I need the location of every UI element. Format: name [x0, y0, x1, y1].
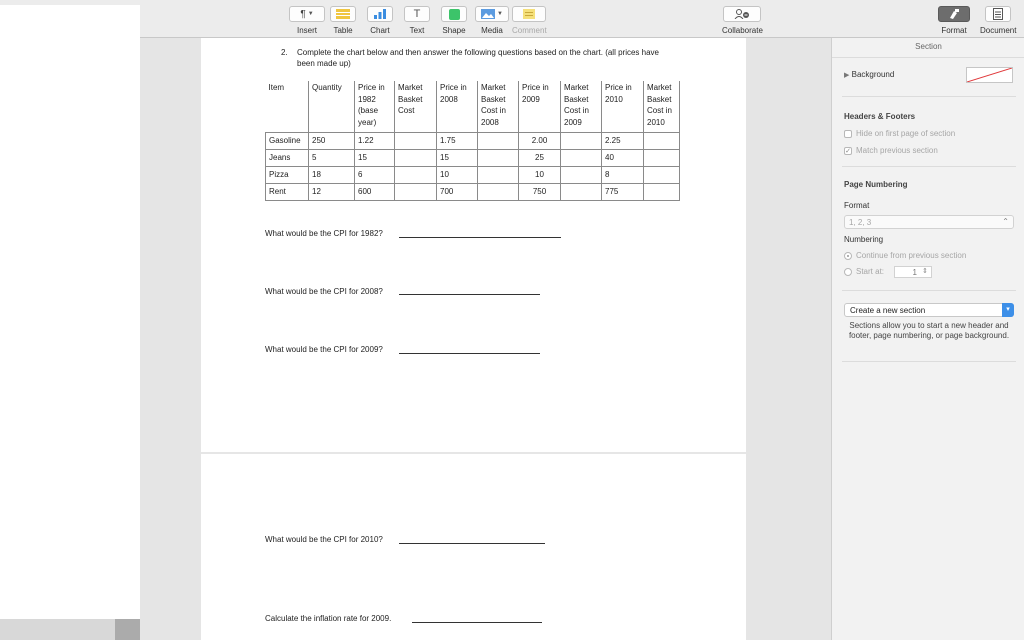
comment-tool[interactable] [512, 6, 547, 35]
toolbar [0, 0, 1024, 38]
table-tool[interactable] [330, 6, 356, 35]
chart-icon [373, 9, 387, 19]
shape-tool[interactable] [441, 6, 467, 35]
radio-icon [844, 268, 852, 276]
collaborate-icon [734, 9, 750, 19]
checkbox-icon [844, 130, 852, 138]
table-cell[interactable]: Gasoline [266, 132, 309, 149]
question-cpi-1982: What would be the CPI for 1982? [265, 229, 383, 238]
stepper-arrows-icon[interactable]: ⇕ [922, 268, 928, 275]
table-cell[interactable]: 600 [355, 183, 395, 200]
no-fill-icon [967, 68, 1012, 82]
answer-line[interactable] [399, 237, 561, 238]
table-row [266, 183, 680, 200]
background-color-well[interactable] [966, 67, 1013, 83]
table-cell[interactable]: 2.25 [602, 132, 644, 149]
header-cell[interactable]: Market Basket Cost in 2008 [478, 81, 519, 132]
format-label: Format [941, 26, 967, 35]
table-cell[interactable]: 25 [519, 149, 561, 166]
header-cell[interactable]: Quantity [309, 81, 355, 132]
shape-label: Shape [442, 26, 466, 35]
media-tool[interactable] [475, 6, 509, 35]
document-label: Document [980, 26, 1017, 35]
headers-footers-heading: Headers & Footers [844, 112, 916, 121]
table-cell[interactable]: Pizza [266, 166, 309, 183]
table-cell[interactable] [644, 183, 680, 200]
table-cell[interactable]: 250 [309, 132, 355, 149]
table-label: Table [333, 26, 353, 35]
table-row [266, 166, 680, 183]
table-cell[interactable] [644, 166, 680, 183]
question-cpi-2008: What would be the CPI for 2008? [265, 287, 383, 296]
text-label: Text [409, 26, 425, 35]
chart-label: Chart [370, 26, 390, 35]
table-cell[interactable] [395, 132, 437, 149]
table-cell[interactable]: Jeans [266, 149, 309, 166]
media-icon [481, 9, 495, 19]
header-cell[interactable]: Price in 2010 [602, 81, 644, 132]
format-inspector [831, 38, 1024, 640]
header-cell[interactable]: Market Basket Cost in 2010 [644, 81, 680, 132]
divider [842, 166, 1016, 167]
question-instructions: Complete the chart below and then answer the following questions based on the chart. (all prices have been made up) [297, 48, 659, 68]
insert-tool[interactable] [289, 6, 325, 35]
divider [832, 57, 1024, 58]
header-cell[interactable]: Market Basket Cost [395, 81, 437, 132]
chevron-down-icon: ▼ [497, 11, 503, 17]
document-button[interactable] [985, 6, 1011, 22]
up-down-chevron-icon: ⌃ [1002, 217, 1009, 226]
document-page[interactable] [201, 38, 746, 640]
table-cell[interactable] [644, 132, 680, 149]
chart-tool[interactable] [367, 6, 393, 35]
page-numbering-heading: Page Numbering [844, 180, 908, 189]
text-icon: T [413, 8, 421, 20]
start-at-stepper[interactable] [894, 266, 932, 278]
section-tab[interactable]: Section [915, 42, 942, 51]
continue-label: Continue from previous section [856, 251, 967, 260]
header-cell[interactable]: Item [266, 81, 309, 132]
cpi-table[interactable] [265, 81, 680, 201]
shape-button[interactable] [441, 6, 467, 22]
comment-button[interactable] [512, 6, 546, 22]
disclosure-triangle-icon: ▶ [844, 72, 850, 79]
shape-icon [449, 9, 460, 20]
document-canvas[interactable] [140, 38, 831, 640]
radio-selected-icon [844, 252, 852, 260]
insert-label: Insert [296, 26, 317, 35]
answer-line[interactable] [399, 353, 540, 354]
paintbrush-icon [948, 9, 960, 20]
format-button[interactable] [938, 6, 970, 22]
answer-line[interactable] [399, 294, 540, 295]
table-cell[interactable]: 1.75 [437, 132, 478, 149]
table-cell[interactable]: 1.22 [355, 132, 395, 149]
background-label: Background [851, 70, 895, 79]
table-header-row [266, 81, 680, 132]
divider [842, 290, 1016, 291]
collaborate-button[interactable] [723, 6, 761, 22]
chart-button[interactable] [367, 6, 393, 22]
table-cell[interactable]: 700 [437, 183, 478, 200]
question-inflation-2009: Calculate the inflation rate for 2009. [265, 614, 392, 623]
match-previous-label: Match previous section [856, 146, 938, 155]
hide-first-page-label: Hide on first page of section [856, 129, 956, 138]
table-cell[interactable]: 15 [355, 149, 395, 166]
match-previous-checkbox[interactable] [844, 146, 938, 155]
question-number: 2. [281, 48, 288, 57]
left-blank-panel [0, 5, 140, 619]
divider [842, 361, 1016, 362]
text-tool[interactable] [404, 6, 430, 35]
table-cell[interactable]: 10 [519, 166, 561, 183]
format-tool[interactable] [938, 6, 970, 35]
divider [842, 96, 1016, 97]
table-cell[interactable] [561, 149, 602, 166]
number-format-value: 1, 2, 3 [849, 218, 872, 227]
table-cell[interactable] [478, 132, 519, 149]
header-cell[interactable]: Price in 2009 [519, 81, 561, 132]
table-cell[interactable]: 15 [437, 149, 478, 166]
table-cell[interactable] [561, 132, 602, 149]
table-cell[interactable] [478, 166, 519, 183]
create-section-popup[interactable] [844, 303, 1014, 317]
table-cell[interactable]: 40 [602, 149, 644, 166]
table-cell[interactable]: 10 [437, 166, 478, 183]
comment-label: Comment [512, 26, 547, 35]
table-cell[interactable] [395, 149, 437, 166]
table-row [266, 149, 680, 166]
table-cell[interactable] [561, 183, 602, 200]
table-button[interactable] [330, 6, 356, 22]
document-tool[interactable] [980, 6, 1016, 35]
table-cell[interactable] [561, 166, 602, 183]
table-cell[interactable] [395, 166, 437, 183]
insert-button[interactable] [289, 6, 325, 22]
table-cell[interactable]: 775 [602, 183, 644, 200]
create-section-help: Sections allow you to start a new header and footer, page numbering, or page background. [848, 321, 1010, 340]
collaborate-label: Collaborate [722, 26, 763, 35]
question-cpi-2010: What would be the CPI for 2010? [265, 535, 383, 544]
question-cpi-2009: What would be the CPI for 2009? [265, 345, 383, 354]
table-cell[interactable]: 5 [309, 149, 355, 166]
background-disclosure[interactable] [844, 70, 894, 79]
table-cell[interactable]: Rent [266, 183, 309, 200]
table-cell[interactable] [478, 183, 519, 200]
continue-radio[interactable] [844, 251, 966, 260]
paragraph-icon: ¶ [300, 8, 306, 20]
collaborate-tool[interactable] [722, 6, 763, 35]
table-row [266, 132, 680, 149]
media-label: Media [481, 26, 503, 35]
page-break [201, 452, 746, 454]
format-label: Format [844, 201, 870, 210]
table-cell[interactable]: 750 [519, 183, 561, 200]
table-cell[interactable] [478, 149, 519, 166]
document-icon [993, 8, 1003, 20]
chevron-down-icon: ▾ [1002, 303, 1014, 317]
table-icon [336, 9, 350, 19]
header-cell[interactable]: Price in 2008 [437, 81, 478, 132]
start-at-radio[interactable] [844, 267, 884, 276]
table-cell[interactable]: 8 [602, 166, 644, 183]
header-cell[interactable]: Price in 1982 (base year) [355, 81, 395, 132]
start-at-label: Start at: [856, 267, 885, 276]
table-cell[interactable]: 18 [309, 166, 355, 183]
answer-line[interactable] [412, 622, 542, 623]
chevron-down-icon: ▼ [307, 11, 314, 17]
number-format-select[interactable] [844, 215, 1014, 229]
media-button[interactable] [475, 6, 509, 22]
create-section-label: Create a new section [850, 306, 926, 315]
comment-icon [523, 9, 535, 19]
table-cell[interactable]: 6 [355, 166, 395, 183]
text-button[interactable] [404, 6, 430, 22]
table-cell[interactable] [395, 183, 437, 200]
hide-first-page-checkbox[interactable] [844, 129, 955, 138]
table-cell[interactable] [644, 149, 680, 166]
table-cell[interactable]: 2.00 [519, 132, 561, 149]
table-cell[interactable]: 12 [309, 183, 355, 200]
checkmark-icon: ✓ [845, 147, 851, 155]
answer-line[interactable] [399, 543, 545, 544]
start-at-value: 1 [912, 268, 917, 277]
header-cell[interactable]: Market Basket Cost in 2009 [561, 81, 602, 132]
numbering-label: Numbering [844, 235, 884, 244]
